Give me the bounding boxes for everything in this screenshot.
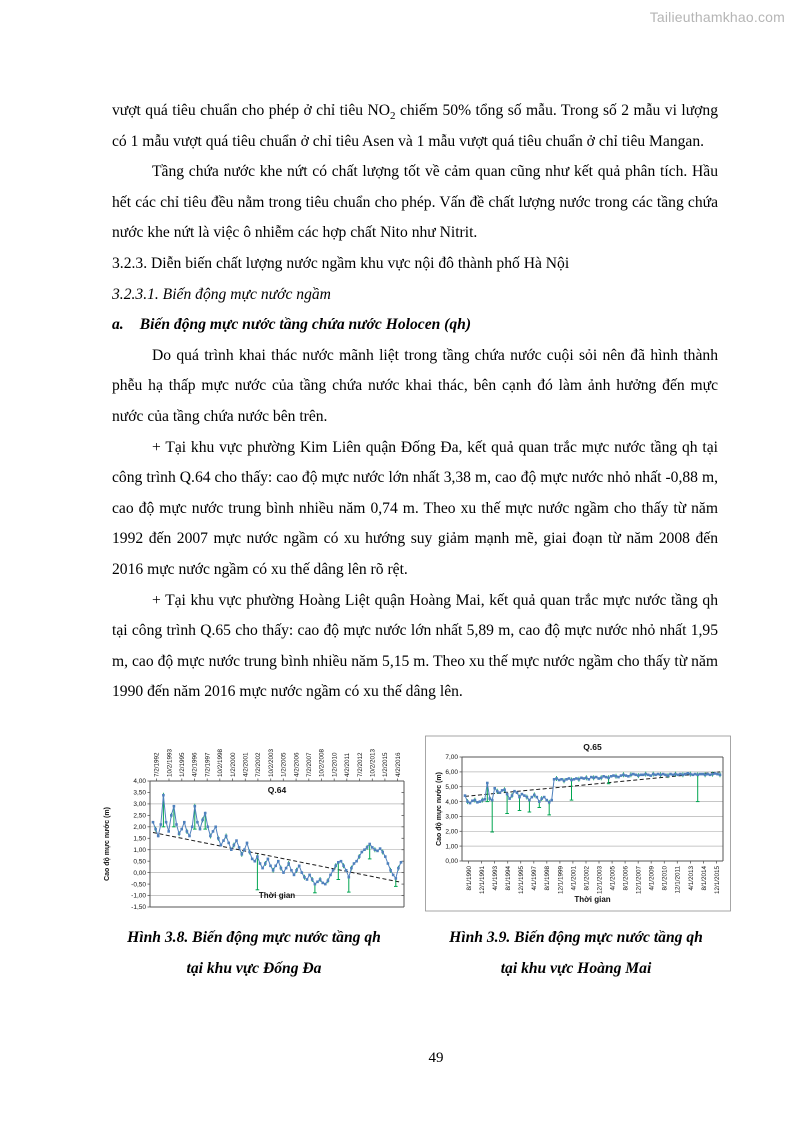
svg-text:6,00: 6,00	[445, 769, 458, 777]
svg-text:8/1/1998: 8/1/1998	[544, 866, 552, 891]
paragraph-hoang-liet-q65: + Tại khu vực phường Hoàng Liệt quận Hoàng Mai, kết quả quan trắc mực nước tầng qh tại công trình Q.65 cho thấy: cao độ mực nước lớn nhất 5,89 m, cao độ mực nước nhỏ nhất 1,95 m, cao độ mực nước trung bình nhiều năm 5,15 m. Theo xu thế mực nước ngầm cho thấy từ năm 1990 đến năm 2016 mực nước ngầm có xu thế dâng lên.	[112, 591, 718, 701]
q64-water-level-chart	[98, 735, 410, 913]
svg-text:8/1/2014: 8/1/2014	[700, 866, 708, 891]
figure-3-8-caption	[98, 922, 410, 984]
svg-text:3,00: 3,00	[445, 813, 458, 821]
svg-text:4/1/1993: 4/1/1993	[492, 866, 499, 891]
svg-text:12/1/1995: 12/1/1995	[518, 866, 526, 895]
paragraph-extraction: Do quá trình khai thác nước mãnh liệt trong tầng chứa nước cuội sỏi nên đã hình thành phễu hạ thấp mực nước của tầng chứa nước khai thác, bên cạnh đó làm ảnh hưởng đến mực nước của tầng chứa nước bên trên.	[112, 346, 718, 425]
svg-text:1/2/2010: 1/2/2010	[331, 752, 339, 777]
svg-text:7/2/1997: 7/2/1997	[204, 752, 212, 777]
svg-text:3,00: 3,00	[133, 801, 146, 809]
svg-text:1/2/2005: 1/2/2005	[280, 752, 288, 777]
page-number: 49	[428, 1050, 444, 1066]
svg-text:10/2/2013: 10/2/2013	[369, 748, 377, 777]
figures-row	[98, 735, 738, 915]
svg-text:-1,50: -1,50	[131, 904, 146, 912]
svg-text:-0,50: -0,50	[131, 881, 146, 889]
heading-text: Biến động mực nước tầng chứa nước Holocen (qh)	[139, 316, 472, 334]
svg-text:Cao độ mực nước (m): Cao độ mực nước (m)	[436, 772, 443, 846]
svg-text:0,00: 0,00	[445, 858, 458, 866]
svg-text:7/2/1992: 7/2/1992	[153, 752, 161, 777]
svg-text:8/1/2010: 8/1/2010	[661, 866, 669, 891]
caption-line: Hình 3.8. Biến động mực nước tầng qh	[127, 929, 381, 946]
svg-text:2,00: 2,00	[133, 824, 146, 831]
svg-text:1,00: 1,00	[133, 846, 146, 854]
svg-text:4/2/1996: 4/2/1996	[191, 752, 199, 777]
heading-a-holocen	[112, 310, 718, 341]
paragraph-kim-lien-q64: + Tại khu vực phường Kim Liên quận Đống Đa, kết quả quan trắc mực nước tầng qh tại công trình Q.64 cho thấy: cao độ mực nước lớn nhất 3,38 m, cao độ mực nước nhỏ nhất -0,88 m, cao độ mực nước trung bình nhiều năm 0,74 m. Theo xu thế mực nước ngầm cho thấy từ năm 1992 đến 2007 mực nước ngầm có xu hướng suy giảm mạnh mẽ, giai đoạn từ năm 2008 đến 2016 mực nước ngầm có xu thế dâng lên rõ rệt.	[112, 438, 718, 578]
paragraph-no2-samples	[112, 96, 718, 157]
svg-text:1/2/1995: 1/2/1995	[179, 752, 186, 777]
svg-text:4/1/2005: 4/1/2005	[609, 866, 617, 891]
svg-text:7/2/2007: 7/2/2007	[305, 752, 313, 777]
svg-text:8/1/2006: 8/1/2006	[622, 866, 630, 891]
svg-text:12/1/2007: 12/1/2007	[635, 866, 643, 895]
svg-text:12/1/2011: 12/1/2011	[674, 866, 682, 894]
svg-text:10/2/2008: 10/2/2008	[318, 748, 326, 777]
watermark: Tailieuthamkhao.com	[649, 9, 785, 25]
svg-text:4/2/2006: 4/2/2006	[293, 752, 301, 777]
svg-text:2,50: 2,50	[133, 812, 146, 820]
svg-text:4,00: 4,00	[445, 798, 458, 806]
svg-text:Thời gian: Thời gian	[574, 895, 611, 904]
svg-text:4,00: 4,00	[133, 778, 146, 786]
svg-text:4/1/1997: 4/1/1997	[531, 866, 539, 891]
svg-text:5,00: 5,00	[445, 783, 458, 791]
svg-text:-1,00: -1,00	[131, 892, 146, 900]
q65-water-level-chart	[420, 735, 732, 913]
body-text	[112, 96, 718, 708]
svg-text:8/1/2002: 8/1/2002	[583, 866, 591, 891]
svg-text:8/1/1994: 8/1/1994	[505, 866, 513, 891]
svg-text:12/1/2003: 12/1/2003	[596, 866, 604, 895]
svg-text:4/2/2011: 4/2/2011	[344, 752, 351, 777]
svg-text:12/1/2015: 12/1/2015	[713, 866, 721, 895]
svg-text:3,50: 3,50	[133, 789, 146, 797]
caption-line: Hình 3.9. Biến động mực nước tầng qh	[449, 929, 703, 946]
svg-text:1/2/2000: 1/2/2000	[229, 752, 237, 777]
heading-label: a.	[112, 316, 124, 334]
paragraph-fracture-aquifer: Tầng chứa nước khe nứt có chất lượng tốt về cảm quan cũng như kết quả phân tích. Hầu hết các chỉ tiêu đều nằm trong tiêu chuẩn cho phép. Vấn đề chất lượng nước trong các tầng chứa nước khe nứt là việc ô nhiễm các hợp chất Nito như Nitrit.	[112, 163, 718, 242]
caption-line: tại khu vực Hoàng Mai	[500, 960, 652, 977]
subscript-2: 2	[390, 110, 396, 123]
svg-text:Q.65: Q.65	[583, 742, 602, 752]
heading-3-2-3-1: 3.2.3.1. Biến động mực nước ngầm	[112, 285, 331, 303]
svg-text:4/2/2001: 4/2/2001	[242, 752, 250, 777]
svg-text:4/1/2001: 4/1/2001	[570, 866, 578, 891]
figure-3-9-caption	[420, 922, 732, 984]
svg-text:7,00: 7,00	[445, 754, 458, 762]
caption-line: tại khu vực Đống Đa	[186, 960, 322, 977]
svg-text:7/2/2012: 7/2/2012	[356, 752, 364, 777]
svg-text:4/1/2013: 4/1/2013	[687, 866, 695, 891]
svg-text:8/1/1990: 8/1/1990	[465, 866, 473, 891]
svg-text:12/1/1999: 12/1/1999	[557, 866, 565, 895]
svg-text:10/2/1998: 10/2/1998	[217, 748, 224, 777]
svg-text:1,50: 1,50	[133, 835, 146, 843]
svg-text:Q.64: Q.64	[267, 785, 287, 795]
svg-text:1/2/2015: 1/2/2015	[382, 752, 390, 777]
svg-text:0,00: 0,00	[133, 869, 146, 877]
paragraph-text: vượt quá tiêu chuẩn cho phép ở chỉ tiêu NO	[112, 102, 391, 119]
svg-text:4/1/2009: 4/1/2009	[648, 866, 656, 891]
svg-text:1,00: 1,00	[445, 843, 458, 851]
heading-3-2-3: 3.2.3. Diễn biến chất lượng nước ngầm khu vực nội đô thành phố Hà Nội	[112, 254, 570, 272]
svg-text:Thời gian: Thời gian	[258, 891, 296, 900]
svg-text:12/1/1991: 12/1/1991	[479, 866, 486, 895]
svg-text:10/2/1993: 10/2/1993	[166, 748, 174, 777]
svg-text:0,50: 0,50	[133, 858, 146, 866]
svg-text:2,00: 2,00	[445, 828, 458, 836]
svg-text:4/2/2016: 4/2/2016	[394, 752, 402, 777]
svg-text:Cao độ mực nước (m): Cao độ mực nước (m)	[104, 807, 111, 881]
svg-text:7/2/2002: 7/2/2002	[255, 752, 263, 777]
svg-text:10/2/2003: 10/2/2003	[267, 748, 275, 777]
paragraph-text: chiếm 50% tổng số mẫu. Trong số 2 mẫu vi lượng có 1 mẫu vượt quá tiêu chuẩn ở chỉ tiêu Asen và 1 mẫu vượt quá tiêu chuẩn ở chỉ tiêu Mangan.	[112, 102, 718, 150]
